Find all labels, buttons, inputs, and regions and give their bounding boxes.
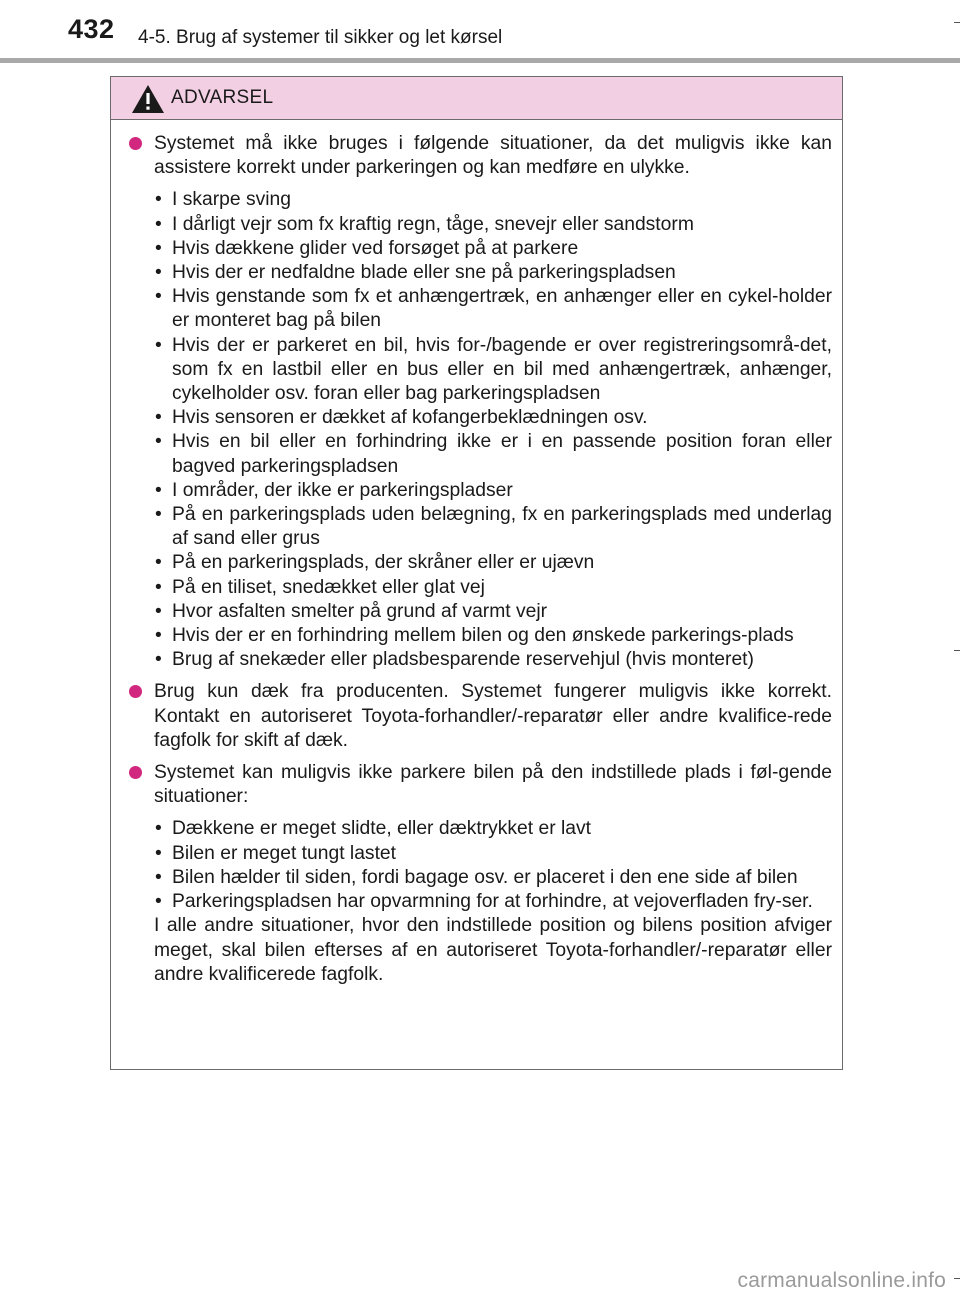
list-item: • Parkeringspladsen har opvarmning for at forhindre, at vejoverfladen fry-ser. (154, 890, 832, 914)
page-number: 432 (68, 14, 115, 44)
list-item: • Hvis en bil eller en forhindring ikke er i en passende position foran eller bagved parkeringspladsen (154, 430, 832, 478)
header-rule (0, 58, 960, 63)
paragraph-text: Brug kun dæk fra producenten. Systemet fungerer muligvis ikke korrekt. Kontakt en autoriseret Toyota-forhandler/-reparatør eller andre kvalifice-rede fagfolk for skift af dæk. (154, 681, 832, 751)
bullet-dot-icon (129, 766, 142, 779)
list-item: • På en parkeringsplads uden belægning, fx en parkeringsplads med underlag af sand eller grus (154, 503, 832, 551)
margin-tick (954, 22, 960, 23)
list-item: • Dækkene er meget slidte, eller dæktrykket er lavt (154, 817, 832, 841)
watermark: carmanualsonline.info (737, 1269, 946, 1292)
list-item: • På en parkeringsplads, der skråner eller er ujævn (154, 551, 832, 575)
list-item: • Bilen hælder til siden, fordi bagage osv. er placeret i den ene side af bilen (154, 866, 832, 890)
list-item: • I dårligt vejr som fx kraftig regn, tåge, snevejr eller sandstorm (154, 213, 832, 237)
list-item: • På en tiliset, snedækket eller glat vej (154, 576, 832, 600)
list-item: • Hvis der er nedfaldne blade eller sne på parkeringspladsen (154, 261, 832, 285)
list-item: • Brug af snekæder eller pladsbesparende reservehjul (hvis monteret) (154, 648, 832, 672)
situation-list (154, 817, 832, 914)
warning-paragraph (129, 761, 832, 987)
list-item: • Hvis sensoren er dækket af kofangerbeklædningen osv. (154, 406, 832, 430)
list-item: • Hvis dækkene glider ved forsøget på at parkere (154, 237, 832, 261)
situation-list (154, 188, 832, 672)
list-item: • Hvis der er en forhindring mellem bilen og den ønskede parkerings-plads (154, 624, 832, 648)
warning-triangle-icon (131, 84, 165, 114)
margin-tick (954, 1278, 960, 1279)
warning-box (110, 76, 843, 1070)
warning-title: ADVARSEL (171, 87, 274, 108)
bullet-dot-icon (129, 685, 142, 698)
section-title: 4-5. Brug af systemer til sikker og let kørsel (138, 27, 503, 48)
list-item: • Bilen er meget tungt lastet (154, 842, 832, 866)
list-item: • I skarpe sving (154, 188, 832, 212)
margin-tick (954, 650, 960, 651)
paragraph-text: Systemet kan muligvis ikke parkere bilen på den indstillede plads i føl-gende situationer: (154, 762, 832, 808)
warning-paragraph (129, 132, 832, 672)
bullet-dot-icon (129, 137, 142, 150)
warning-header (111, 77, 842, 120)
list-item: • I områder, der ikke er parkeringspladser (154, 479, 832, 503)
warning-paragraph (129, 680, 832, 753)
paragraph-note: I alle andre situationer, hvor den indstillede position og bilens position afviger meget, skal bilen efterses af en autoriseret Toyota-forhandler/-reparatør eller andre kvalificerede fagfolk. (154, 915, 832, 985)
list-item: • Hvis genstande som fx et anhængertræk, en anhænger eller en cykel-holder er monteret bag på bilen (154, 285, 832, 333)
list-item: • Hvor asfalten smelter på grund af varmt vejr (154, 600, 832, 624)
list-item: • Hvis der er parkeret en bil, hvis for-/bagende er over registreringsområ-det, som fx en lastbil eller en bus eller en bil med anhængertræk, anhænger, cykelholder osv. foran eller bag parkeringspladsen (154, 334, 832, 407)
paragraph-text: Systemet må ikke bruges i følgende situationer, da det muligvis ikke kan assistere korrekt under parkeringen og kan medføre en ulykke. (154, 133, 832, 179)
warning-body (129, 132, 832, 987)
